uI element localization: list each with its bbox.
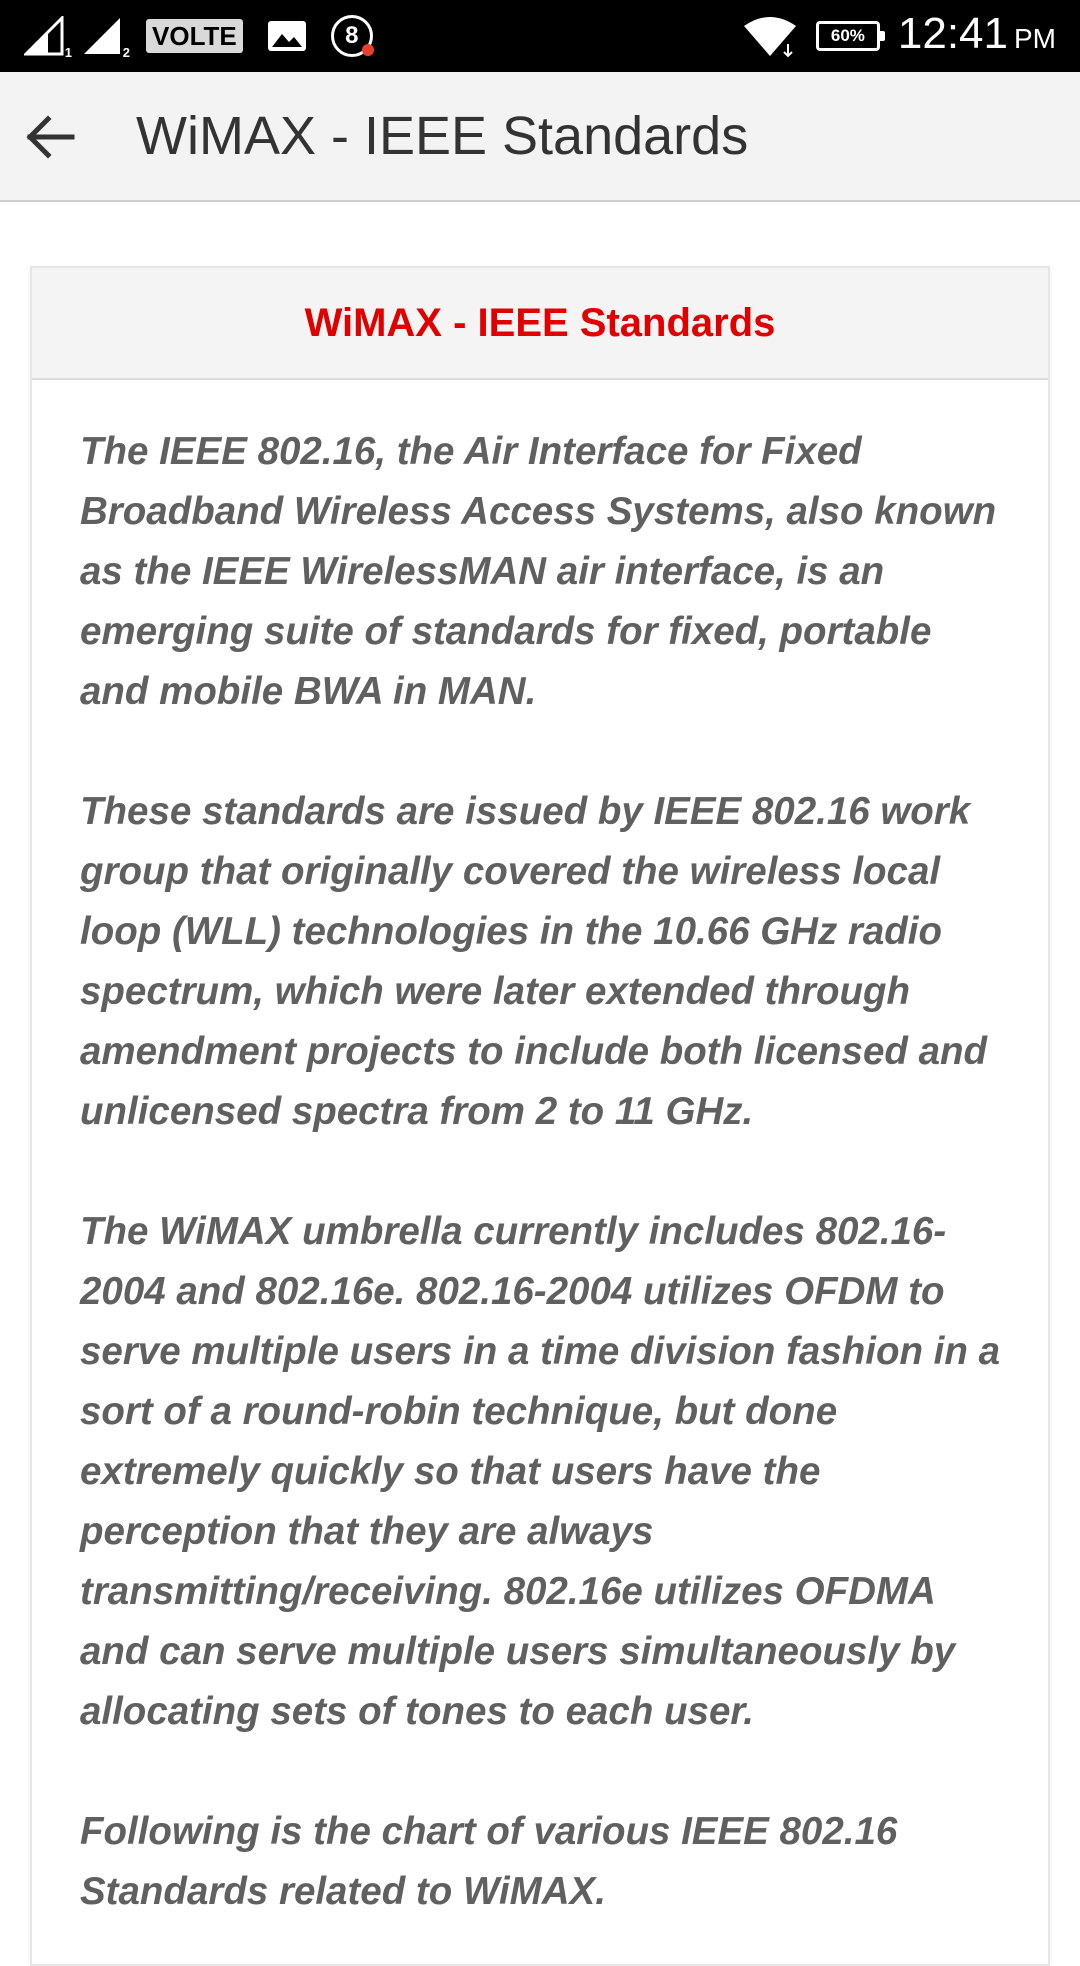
arrow-back-icon <box>24 111 76 163</box>
card-body <box>32 380 1048 1922</box>
wifi-icon <box>742 14 798 58</box>
battery-percent: 60% <box>830 26 865 45</box>
notification-count: 8 <box>345 22 359 49</box>
card-title: WiMAX - IEEE Standards <box>304 300 776 345</box>
gallery-icon <box>267 20 307 52</box>
battery-icon <box>816 21 880 51</box>
page-title: WiMAX - IEEE Standards <box>136 106 749 166</box>
clock-ampm: PM <box>1014 22 1056 54</box>
status-bar <box>0 0 1080 72</box>
status-bar-right <box>742 0 1056 72</box>
clock <box>898 0 1056 75</box>
notification-dot <box>362 44 374 56</box>
status-bar-left <box>24 0 373 72</box>
clock-time: 12:41 <box>897 8 1008 58</box>
paragraph: The WiMAX umbrella currently includes 802.16-2004 and 802.16e. 802.16-2004 utilizes OFDM to serve multiple users in a time division fashion in a sort of a round-robin technique, but done extremely quickly so that users have the perception that they are always transmitting/receiving. 802.16e utilizes OFDMA and can serve multiple users simultaneously by allocating sets of tones to each user. <box>80 1210 1000 1733</box>
card-header <box>32 268 1048 380</box>
signal-sim1-icon <box>24 16 72 60</box>
volte-badge: VOLTE <box>146 19 243 53</box>
paragraph: Following is the chart of various IEEE 802.16 Standards related to WiMAX. <box>80 1810 898 1913</box>
content-card <box>30 266 1050 1966</box>
sim1-label: 1 <box>64 45 72 60</box>
paragraph: These standards are issued by IEEE 802.16 work group that originally covered the wireless local loop (WLL) technologies in the 10.66 GHz radio spectrum, which were later extended through amendment projects to include both licensed and unlicensed spectra from 2 to 11 GHz. <box>80 790 988 1133</box>
app-bar <box>0 72 1080 202</box>
back-button[interactable] <box>18 105 82 169</box>
sim2-label: 2 <box>122 45 130 60</box>
signal-sim2-icon <box>82 16 130 60</box>
paragraph: The IEEE 802.16, the Air Interface for Fixed Broadband Wireless Access Systems, also known as the IEEE WirelessMAN air interface, is an emerging suite of standards for fixed, portable and mobile BWA in MAN. <box>80 430 997 713</box>
notification-badge-icon <box>331 15 373 57</box>
